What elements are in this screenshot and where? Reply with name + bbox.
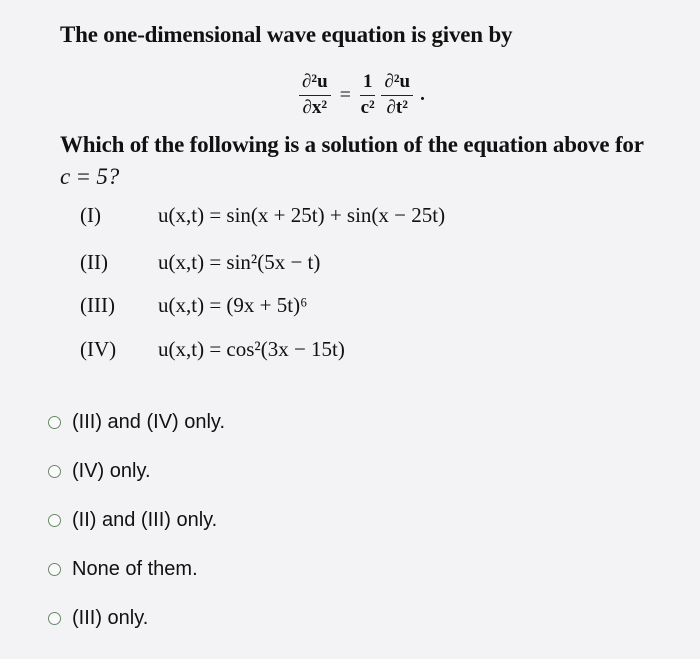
coefficient-fraction: $\frac{1}{\text{c²}}$	[360, 70, 375, 118]
statement-ii: (II) u(x,t) = sin²(5x − t)	[80, 249, 321, 274]
option-iv-only[interactable]: (IV) only.	[48, 453, 225, 489]
question-prompt-line2: c = 5?	[60, 164, 120, 189]
radio-icon[interactable]	[48, 612, 61, 625]
question-intro: The one-dimensional wave equation is given by	[60, 22, 513, 47]
question-prompt-line1: Which of the following is a solution of the equation above for	[60, 132, 644, 157]
lhs-fraction: $\frac{\text{∂²u}}{\text{∂x²}}$	[299, 72, 331, 119]
radio-icon[interactable]	[48, 465, 61, 478]
radio-icon[interactable]	[48, 563, 61, 576]
statement-iii: (III) u(x,t) = (9x + 5t)⁶	[80, 292, 308, 317]
option-ii-and-iii[interactable]: (II) and (III) only.	[48, 502, 225, 538]
radio-icon[interactable]	[48, 514, 61, 527]
option-none[interactable]: None of them.	[48, 551, 225, 587]
wave-equation: $\frac{\text{∂²u}}{\text{∂x²}}$ = $\frac{1}{\text{c²}}$ $\frac{\text{∂²u}}{\text{∂t²}}$ .	[296, 60, 425, 130]
statement-i: (I) u(x,t) = sin(x + 25t) + sin(x − 25t)	[80, 202, 446, 227]
answer-options	[48, 404, 225, 649]
radio-icon[interactable]	[48, 416, 61, 429]
statement-iv: (IV) u(x,t) = cos²(3x − 15t)	[80, 336, 345, 361]
rhs-fraction: $\frac{\text{∂²u}}{\text{∂t²}}$	[381, 72, 413, 119]
option-iii-and-iv[interactable]: (III) and (IV) only.	[48, 404, 225, 440]
option-iii-only[interactable]: (III) only.	[48, 600, 225, 636]
